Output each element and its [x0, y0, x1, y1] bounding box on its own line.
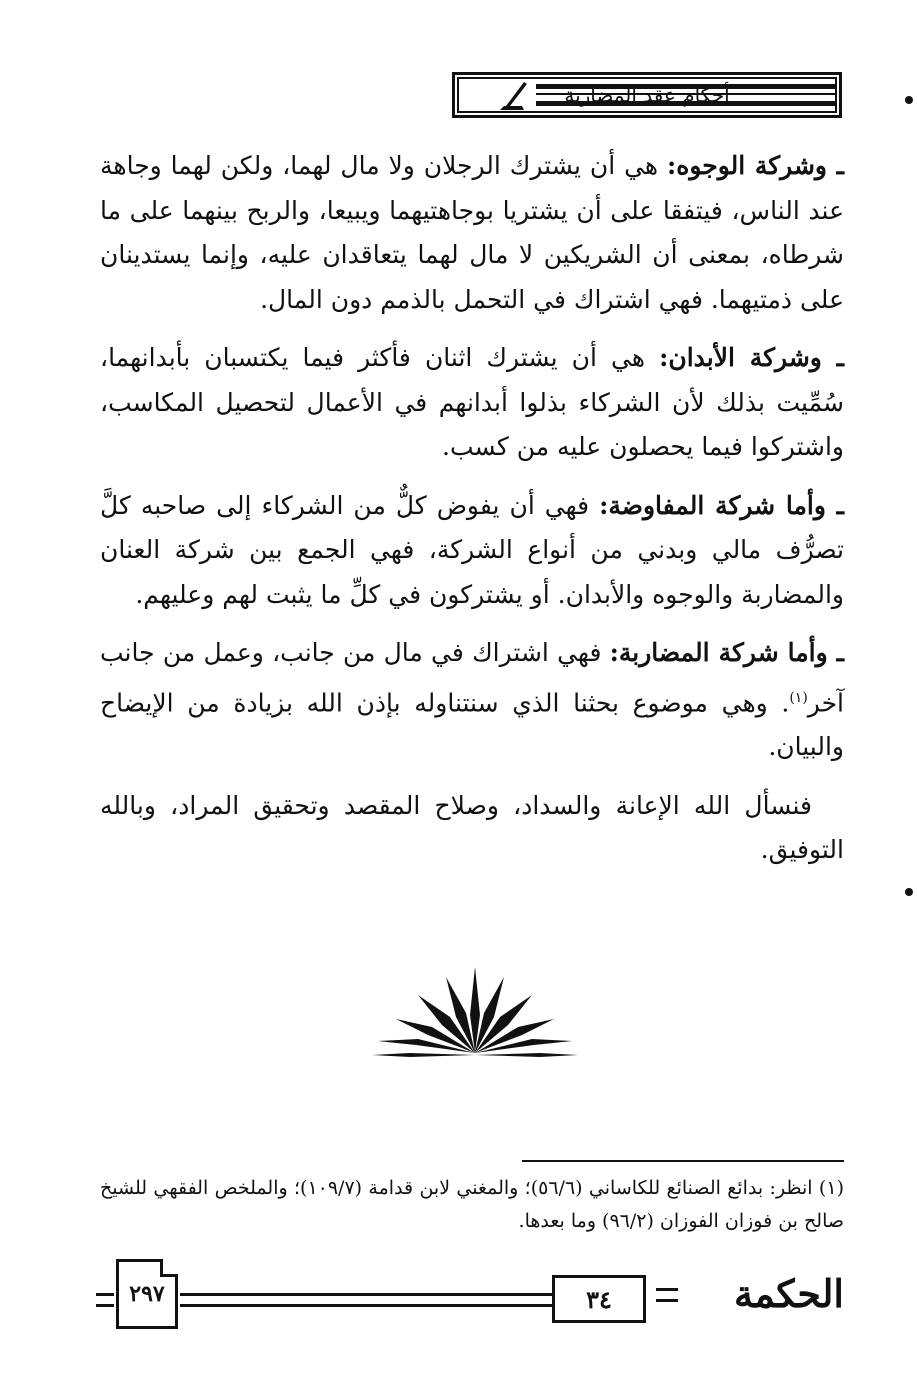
page-number-box — [116, 1259, 178, 1329]
main-text — [100, 144, 844, 887]
closing-paragraph: فنسأل الله الإعانة والسداد، وصلاح المقصد وتحقيق المراد، وبالله التوفيق. — [100, 790, 844, 865]
text-mudaraba: فهي اشتراك في مال من جانب، وعمل من جانب آخر — [100, 638, 844, 717]
issue-number: ٣٤ — [586, 1284, 612, 1314]
text-abdan: هي أن يشترك اثنان فأكثر فيما يكتسبان بأبدانهما، سُمِّيت بذلك لأن الشركاء بذلوا أبدانهم في الأعمال لتحصيل المكاسب، واشتركوا فيما يحصلون عليه من كسب. — [100, 343, 844, 461]
term-abdan: ـ وشركة الأبدان: — [659, 343, 844, 372]
margin-dot-middle — [905, 888, 913, 896]
paragraph-mudaraba — [100, 631, 844, 770]
term-mufawada: ـ وأما شركة المفاوضة: — [599, 490, 844, 520]
term-wujuh: ـ وشركة الوجوه: — [667, 151, 844, 180]
page-footer — [96, 1255, 856, 1337]
footer-rule-middle — [180, 1293, 552, 1307]
footer-rule-left — [96, 1293, 114, 1307]
header-title: أحكام عقد المضاربة — [564, 83, 730, 107]
section-ornament — [370, 955, 580, 1059]
paragraph-mufawada — [100, 484, 844, 618]
term-mudaraba: ـ وأما شركة المضاربة: — [609, 638, 844, 667]
footnote-number: (١) — [818, 1177, 844, 1199]
magazine-brand: الحكمة — [734, 1271, 844, 1316]
text-mudaraba-after: . وهي موضوع بحثنا الذي سنتناوله بإذن الله بزيادة من الإيضاح والبيان. — [100, 687, 844, 762]
footer-equals-sign — [656, 1288, 678, 1302]
header-rule — [536, 84, 836, 106]
page-header — [96, 64, 852, 126]
text-wujuh: هي أن يشترك الرجلان ولا مال لهما، ولكن لهما وجاهة عند الناس، فيتفقا على أن يشتريا بوجاهتيهما ويبيعا، والربح بينهما على ما شرطاه، بمعنى أن الشريكين لا مال لهما يتعاقدان عليه، وإنما يستدينان على ذمتيهما. فهي اشتراك في التحمل بالذمم دون المال. — [100, 151, 844, 314]
paragraph-abdan — [100, 336, 844, 470]
paragraph-wujuh — [100, 144, 844, 322]
footnote-reference[interactable]: (١) — [789, 689, 808, 706]
footnote — [100, 1172, 844, 1238]
pen-icon — [494, 76, 532, 114]
footnote-text: انظر: بدائع الصنائع للكاساني (٥٦/٦)؛ والمغني لابن قدامة (١٠٩/٧)؛ والملخص الفقهي للشيخ صالح بن فوزان الفوزان (٩٦/٢) وما بعدها. — [100, 1177, 844, 1232]
page-number: ٢٩٧ — [129, 1281, 165, 1307]
margin-dot-top — [905, 96, 913, 104]
text-mufawada: فهي أن يفوض كلٌّ من الشركاء إلى صاحبه كلَّ تصرُّف مالي وبدني من أنواع الشركة، فهي الجمع بين شركة العنان والمضاربة والوجوه والأبدان. أو يشتركون في كلِّ ما يثبت لهم وعليهم. — [100, 490, 844, 609]
issue-number-box — [552, 1275, 646, 1323]
footnote-separator — [522, 1160, 844, 1162]
